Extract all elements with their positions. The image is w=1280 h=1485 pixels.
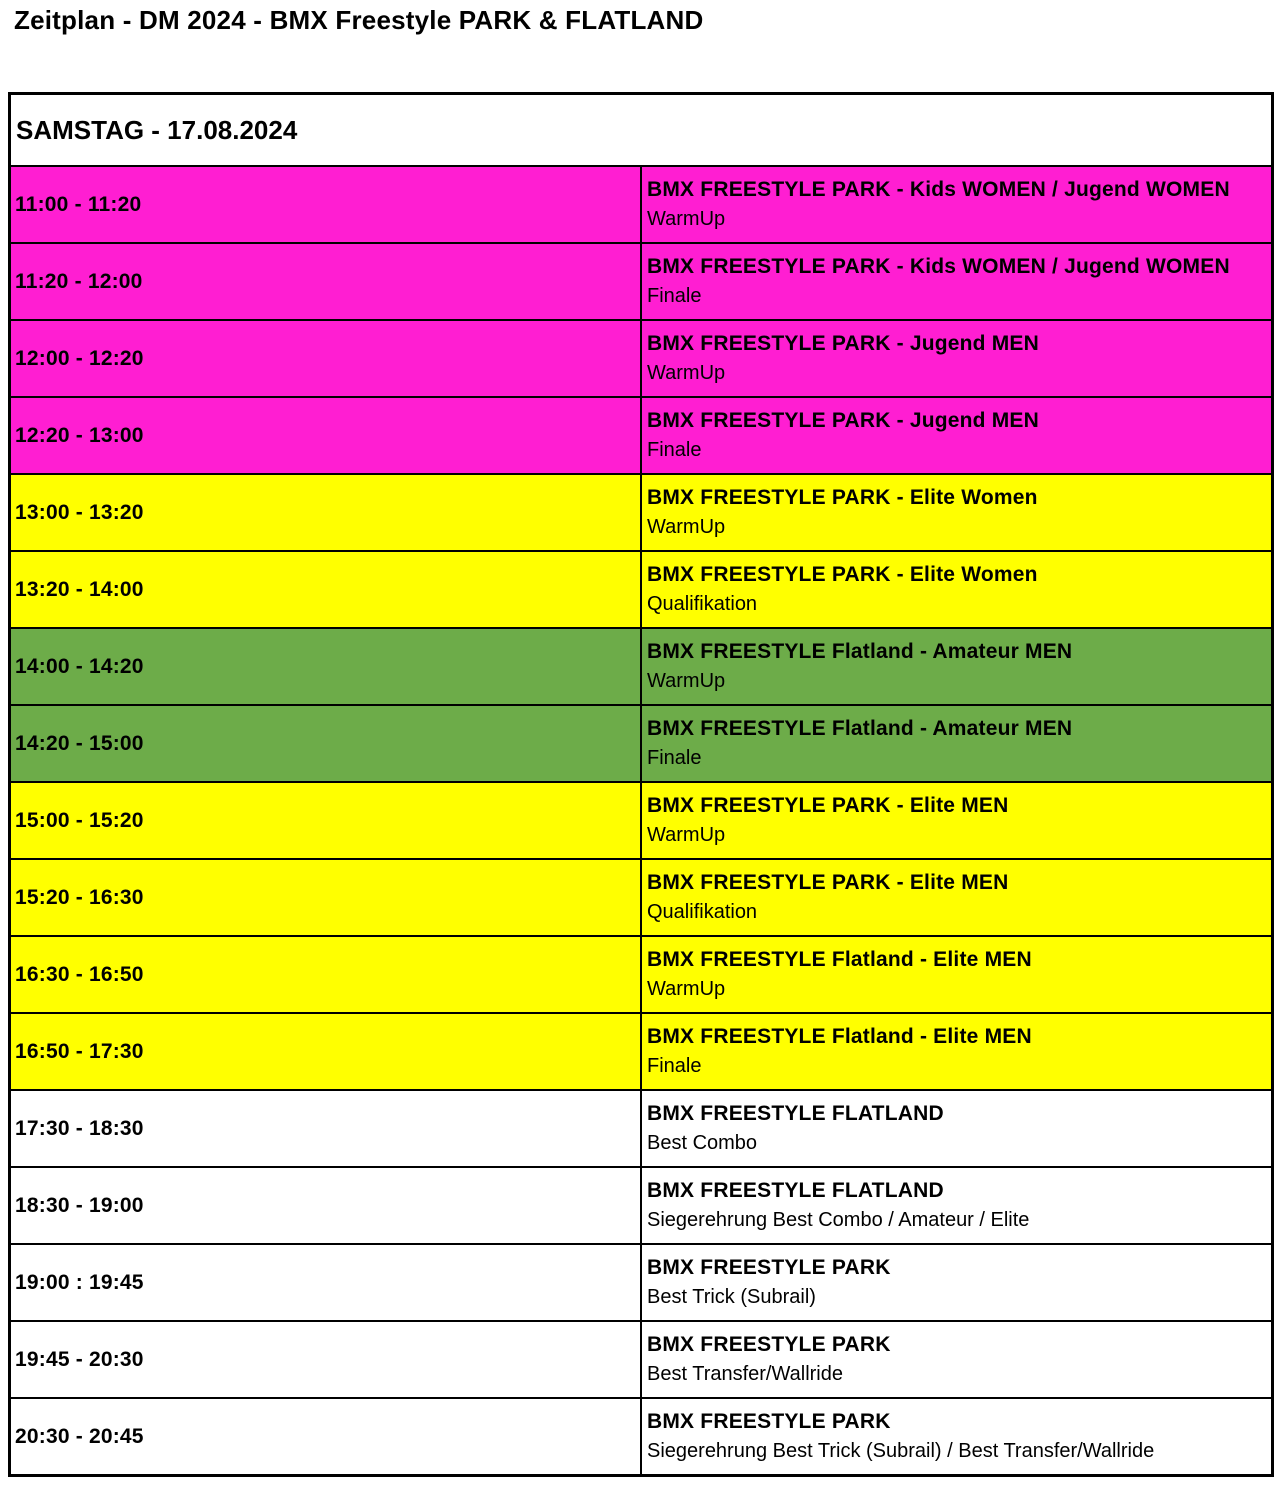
event-title: BMX FREESTYLE PARK - Kids WOMEN / Jugend WOMEN — [647, 255, 1230, 278]
event-cell — [641, 1244, 1273, 1321]
table-row — [10, 705, 1273, 782]
table-row — [10, 166, 1273, 243]
event-cell — [641, 551, 1273, 628]
event-cell — [641, 1398, 1273, 1476]
time-label: 12:00 - 12:20 — [15, 346, 144, 370]
time-label: 15:00 - 15:20 — [15, 808, 144, 832]
time-cell — [10, 1244, 642, 1321]
time-label: 12:20 - 13:00 — [15, 423, 144, 447]
time-label: 16:50 - 17:30 — [15, 1039, 144, 1063]
event-phase: WarmUp — [647, 978, 726, 1000]
event-cell — [641, 1090, 1273, 1167]
event-cell — [641, 1013, 1273, 1090]
table-row — [10, 551, 1273, 628]
event-phase: Siegerehrung Best Combo / Amateur / Elite — [647, 1209, 1030, 1231]
time-label: 14:00 - 14:20 — [15, 654, 144, 678]
table-row — [10, 628, 1273, 705]
event-cell — [641, 628, 1273, 705]
table-row — [10, 936, 1273, 1013]
event-title: BMX FREESTYLE Flatland - Elite MEN — [647, 1025, 1032, 1048]
event-cell — [641, 859, 1273, 936]
event-cell — [641, 705, 1273, 782]
time-cell — [10, 1090, 642, 1167]
event-phase: Best Transfer/Wallride — [647, 1363, 843, 1385]
event-phase: Qualifikation — [647, 901, 758, 923]
event-phase: WarmUp — [647, 362, 726, 384]
table-row — [10, 1167, 1273, 1244]
time-label: 14:20 - 15:00 — [15, 731, 144, 755]
schedule-header — [10, 94, 1273, 167]
event-title: BMX FREESTYLE FLATLAND — [647, 1179, 944, 1202]
event-phase: Qualifikation — [647, 593, 758, 615]
time-cell — [10, 551, 642, 628]
schedule-table — [8, 92, 1274, 1477]
table-row — [10, 243, 1273, 320]
event-cell — [641, 936, 1273, 1013]
time-label: 19:45 - 20:30 — [15, 1347, 144, 1371]
event-title: BMX FREESTYLE PARK - Elite Women — [647, 563, 1038, 586]
event-cell — [641, 243, 1273, 320]
event-cell — [641, 1321, 1273, 1398]
time-label: 17:30 - 18:30 — [15, 1116, 144, 1140]
time-label: 20:30 - 20:45 — [15, 1424, 144, 1448]
day-header-row — [10, 94, 1273, 167]
time-label: 11:00 - 11:20 — [15, 192, 142, 216]
table-row — [10, 1090, 1273, 1167]
table-row — [10, 474, 1273, 551]
time-cell — [10, 859, 642, 936]
table-row — [10, 1013, 1273, 1090]
event-phase: Finale — [647, 439, 702, 461]
event-cell — [641, 320, 1273, 397]
time-label: 13:00 - 13:20 — [15, 500, 144, 524]
time-label: 11:20 - 12:00 — [15, 269, 143, 293]
event-title: BMX FREESTYLE Flatland - Elite MEN — [647, 948, 1032, 971]
event-cell — [641, 1167, 1273, 1244]
time-cell — [10, 397, 642, 474]
event-phase: WarmUp — [647, 824, 726, 846]
page-title: Zeitplan - DM 2024 - BMX Freestyle PARK & FLATLAND — [14, 5, 704, 35]
event-cell — [641, 474, 1273, 551]
time-cell — [10, 1013, 642, 1090]
table-row — [10, 1244, 1273, 1321]
event-phase: Finale — [647, 747, 702, 769]
event-phase: Best Trick (Subrail) — [647, 1286, 816, 1308]
time-cell — [10, 1167, 642, 1244]
time-cell — [10, 320, 642, 397]
event-title: BMX FREESTYLE PARK - Jugend MEN — [647, 409, 1039, 432]
time-cell — [10, 1398, 642, 1476]
event-title: BMX FREESTYLE PARK - Elite MEN — [647, 871, 1009, 894]
day-header-label: SAMSTAG - 17.08.2024 — [10, 94, 1273, 167]
time-cell — [10, 166, 642, 243]
event-title: BMX FREESTYLE PARK — [647, 1256, 891, 1279]
schedule-body — [10, 166, 1273, 1476]
time-label: 13:20 - 14:00 — [15, 577, 144, 601]
table-row — [10, 859, 1273, 936]
table-row — [10, 1398, 1273, 1476]
event-phase: Finale — [647, 285, 702, 307]
event-cell — [641, 397, 1273, 474]
time-cell — [10, 1321, 642, 1398]
event-phase: WarmUp — [647, 516, 726, 538]
event-phase: WarmUp — [647, 208, 726, 230]
time-label: 19:00 : 19:45 — [15, 1270, 144, 1294]
time-label: 16:30 - 16:50 — [15, 962, 144, 986]
event-phase: Siegerehrung Best Trick (Subrail) / Best Transfer/Wallride — [647, 1440, 1155, 1462]
event-title: BMX FREESTYLE FLATLAND — [647, 1102, 944, 1125]
event-title: BMX FREESTYLE PARK - Elite Women — [647, 486, 1038, 509]
time-cell — [10, 705, 642, 782]
event-title: BMX FREESTYLE Flatland - Amateur MEN — [647, 717, 1073, 740]
event-title: BMX FREESTYLE PARK - Kids WOMEN / Jugend WOMEN — [647, 178, 1230, 201]
time-cell — [10, 474, 642, 551]
time-label: 15:20 - 16:30 — [15, 885, 144, 909]
event-title: BMX FREESTYLE PARK — [647, 1410, 891, 1433]
event-phase: Best Combo — [647, 1132, 758, 1154]
event-cell — [641, 166, 1273, 243]
event-phase: WarmUp — [647, 670, 726, 692]
event-title: BMX FREESTYLE PARK - Elite MEN — [647, 794, 1009, 817]
time-cell — [10, 243, 642, 320]
event-title: BMX FREESTYLE PARK - Jugend MEN — [647, 332, 1039, 355]
time-label: 18:30 - 19:00 — [15, 1193, 144, 1217]
table-row — [10, 397, 1273, 474]
event-title: BMX FREESTYLE Flatland - Amateur MEN — [647, 640, 1073, 663]
table-row — [10, 1321, 1273, 1398]
event-phase: Finale — [647, 1055, 702, 1077]
table-row — [10, 782, 1273, 859]
time-cell — [10, 936, 642, 1013]
event-title: BMX FREESTYLE PARK — [647, 1333, 891, 1356]
event-cell — [641, 782, 1273, 859]
time-cell — [10, 782, 642, 859]
time-cell — [10, 628, 642, 705]
table-row — [10, 320, 1273, 397]
